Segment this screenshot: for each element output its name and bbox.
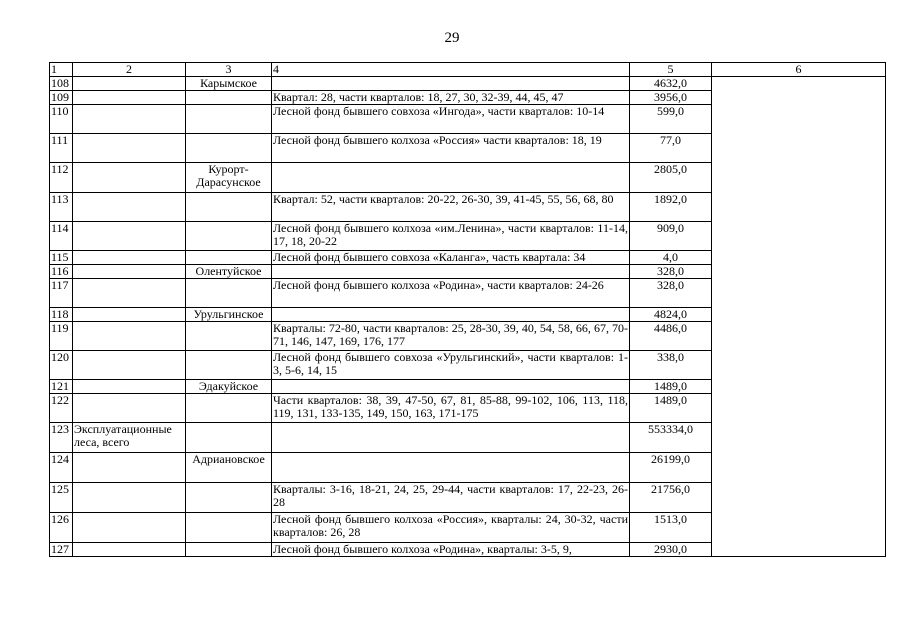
description-cell bbox=[272, 453, 630, 483]
page-number: 29 bbox=[444, 30, 460, 46]
category-cell bbox=[73, 163, 186, 193]
header-col-5: 5 bbox=[630, 63, 712, 77]
row-number-cell: 120 bbox=[50, 351, 73, 380]
forestry-cell bbox=[186, 193, 272, 222]
category-cell bbox=[73, 380, 186, 394]
forestry-cell bbox=[186, 394, 272, 423]
category-cell bbox=[73, 322, 186, 351]
forestry-cell bbox=[186, 91, 272, 105]
area-cell: 3956,0 bbox=[630, 91, 712, 105]
forestry-cell: Карымское bbox=[186, 77, 272, 91]
description-cell: Части кварталов: 38, 39, 47-50, 67, 81, 85-88, 99-102, 106, 113, 118, 119, 131, 133-135, 149, 150, 163, 171-175 bbox=[272, 394, 630, 423]
forestry-cell bbox=[186, 222, 272, 251]
forestry-cell bbox=[186, 251, 272, 265]
row-number-cell: 124 bbox=[50, 453, 73, 483]
category-cell bbox=[73, 308, 186, 322]
row-number-cell: 114 bbox=[50, 222, 73, 251]
area-cell: 2805,0 bbox=[630, 163, 712, 193]
area-cell: 4824,0 bbox=[630, 308, 712, 322]
forest-table bbox=[49, 62, 886, 557]
description-cell: Лесной фонд бывшего колхоза «им.Ленина», части кварталов: 11-14, 17, 18, 20-22 bbox=[272, 222, 630, 251]
area-cell: 1513,0 bbox=[630, 513, 712, 543]
description-cell bbox=[272, 163, 630, 193]
category-cell bbox=[73, 105, 186, 134]
row-number-cell: 115 bbox=[50, 251, 73, 265]
description-cell bbox=[272, 380, 630, 394]
header-col-3: 3 bbox=[186, 63, 272, 77]
area-cell: 1892,0 bbox=[630, 193, 712, 222]
category-cell bbox=[73, 91, 186, 105]
row-number-cell: 112 bbox=[50, 163, 73, 193]
row-number-cell: 117 bbox=[50, 279, 73, 308]
row-number-cell: 110 bbox=[50, 105, 73, 134]
row-number-cell: 123 bbox=[50, 423, 73, 453]
row-number-cell: 116 bbox=[50, 265, 73, 279]
header-col-1: 1 bbox=[50, 63, 73, 77]
forestry-cell: Олентуйское bbox=[186, 265, 272, 279]
description-cell: Квартал: 28, части кварталов: 18, 27, 30, 32-39, 44, 45, 47 bbox=[272, 91, 630, 105]
area-cell: 4632,0 bbox=[630, 77, 712, 91]
area-cell: 328,0 bbox=[630, 265, 712, 279]
row-number-cell: 111 bbox=[50, 134, 73, 163]
area-cell: 599,0 bbox=[630, 105, 712, 134]
table-body bbox=[50, 63, 886, 557]
forestry-cell: Урульгинское bbox=[186, 308, 272, 322]
category-cell bbox=[73, 193, 186, 222]
description-cell: Лесной фонд бывшего совхоза «Ингода», части кварталов: 10-14 bbox=[272, 105, 630, 134]
category-cell bbox=[73, 351, 186, 380]
notes-column-cell bbox=[712, 77, 886, 557]
forestry-cell bbox=[186, 105, 272, 134]
forestry-cell bbox=[186, 483, 272, 513]
forestry-cell bbox=[186, 351, 272, 380]
area-cell: 21756,0 bbox=[630, 483, 712, 513]
row-number-cell: 127 bbox=[50, 543, 73, 557]
area-cell: 1489,0 bbox=[630, 394, 712, 423]
description-cell bbox=[272, 77, 630, 91]
category-cell bbox=[73, 251, 186, 265]
description-cell bbox=[272, 265, 630, 279]
forestry-cell: Эдакуйское bbox=[186, 380, 272, 394]
area-cell: 328,0 bbox=[630, 279, 712, 308]
forestry-cell bbox=[186, 513, 272, 543]
description-cell: Лесной фонд бывшего колхоза «Родина», части кварталов: 24-26 bbox=[272, 279, 630, 308]
row-number-cell: 118 bbox=[50, 308, 73, 322]
header-col-6: 6 bbox=[712, 63, 886, 77]
row-number-cell: 121 bbox=[50, 380, 73, 394]
category-cell bbox=[73, 222, 186, 251]
row-number-cell: 108 bbox=[50, 77, 73, 91]
area-cell: 4,0 bbox=[630, 251, 712, 265]
category-cell bbox=[73, 394, 186, 423]
category-cell bbox=[73, 513, 186, 543]
area-cell: 553334,0 bbox=[630, 423, 712, 453]
category-cell bbox=[73, 483, 186, 513]
category-cell bbox=[73, 265, 186, 279]
row-number-cell: 113 bbox=[50, 193, 73, 222]
row-number-cell: 122 bbox=[50, 394, 73, 423]
table-row bbox=[50, 77, 886, 91]
row-number-cell: 125 bbox=[50, 483, 73, 513]
description-cell: Лесной фонд бывшего колхоза «Россия», кварталы: 24, 30-32, части кварталов: 26, 28 bbox=[272, 513, 630, 543]
forestry-cell bbox=[186, 543, 272, 557]
category-cell bbox=[73, 453, 186, 483]
category-cell bbox=[73, 279, 186, 308]
forestry-cell bbox=[186, 279, 272, 308]
area-cell: 26199,0 bbox=[630, 453, 712, 483]
area-cell: 2930,0 bbox=[630, 543, 712, 557]
category-cell bbox=[73, 543, 186, 557]
row-number-cell: 119 bbox=[50, 322, 73, 351]
category-cell bbox=[73, 134, 186, 163]
description-cell: Квартал: 52, части кварталов: 20-22, 26-30, 39, 41-45, 55, 56, 68, 80 bbox=[272, 193, 630, 222]
area-cell: 338,0 bbox=[630, 351, 712, 380]
description-cell bbox=[272, 308, 630, 322]
description-cell: Кварталы: 3-16, 18-21, 24, 25, 29-44, части кварталов: 17, 22-23, 26-28 bbox=[272, 483, 630, 513]
area-cell: 4486,0 bbox=[630, 322, 712, 351]
header-col-4: 4 bbox=[272, 63, 630, 77]
forestry-cell: Адриановское bbox=[186, 453, 272, 483]
forestry-cell bbox=[186, 423, 272, 453]
header-col-2: 2 bbox=[73, 63, 186, 77]
forestry-cell bbox=[186, 322, 272, 351]
row-number-cell: 126 bbox=[50, 513, 73, 543]
description-cell: Лесной фонд бывшего колхоза «Россия» части кварталов: 18, 19 bbox=[272, 134, 630, 163]
description-cell: Лесной фонд бывшего совхоза «Каланга», часть квартала: 34 bbox=[272, 251, 630, 265]
description-cell: Лесной фонд бывшего совхоза «Урульгинский», части кварталов: 1-3, 5-6, 14, 15 bbox=[272, 351, 630, 380]
area-cell: 77,0 bbox=[630, 134, 712, 163]
header-row bbox=[50, 63, 886, 77]
category-cell bbox=[73, 77, 186, 91]
description-cell: Лесной фонд бывшего колхоза «Родина», кварталы: 3-5, 9, bbox=[272, 543, 630, 557]
description-cell: Кварталы: 72-80, части кварталов: 25, 28-30, 39, 40, 54, 58, 66, 67, 70-71, 146, 147, 169, 176, 177 bbox=[272, 322, 630, 351]
forestry-cell bbox=[186, 134, 272, 163]
forestry-cell: Курорт-Дарасунское bbox=[186, 163, 272, 193]
row-number-cell: 109 bbox=[50, 91, 73, 105]
description-cell bbox=[272, 423, 630, 453]
area-cell: 1489,0 bbox=[630, 380, 712, 394]
category-cell: Эксплуатационные леса, всего bbox=[73, 423, 186, 453]
area-cell: 909,0 bbox=[630, 222, 712, 251]
